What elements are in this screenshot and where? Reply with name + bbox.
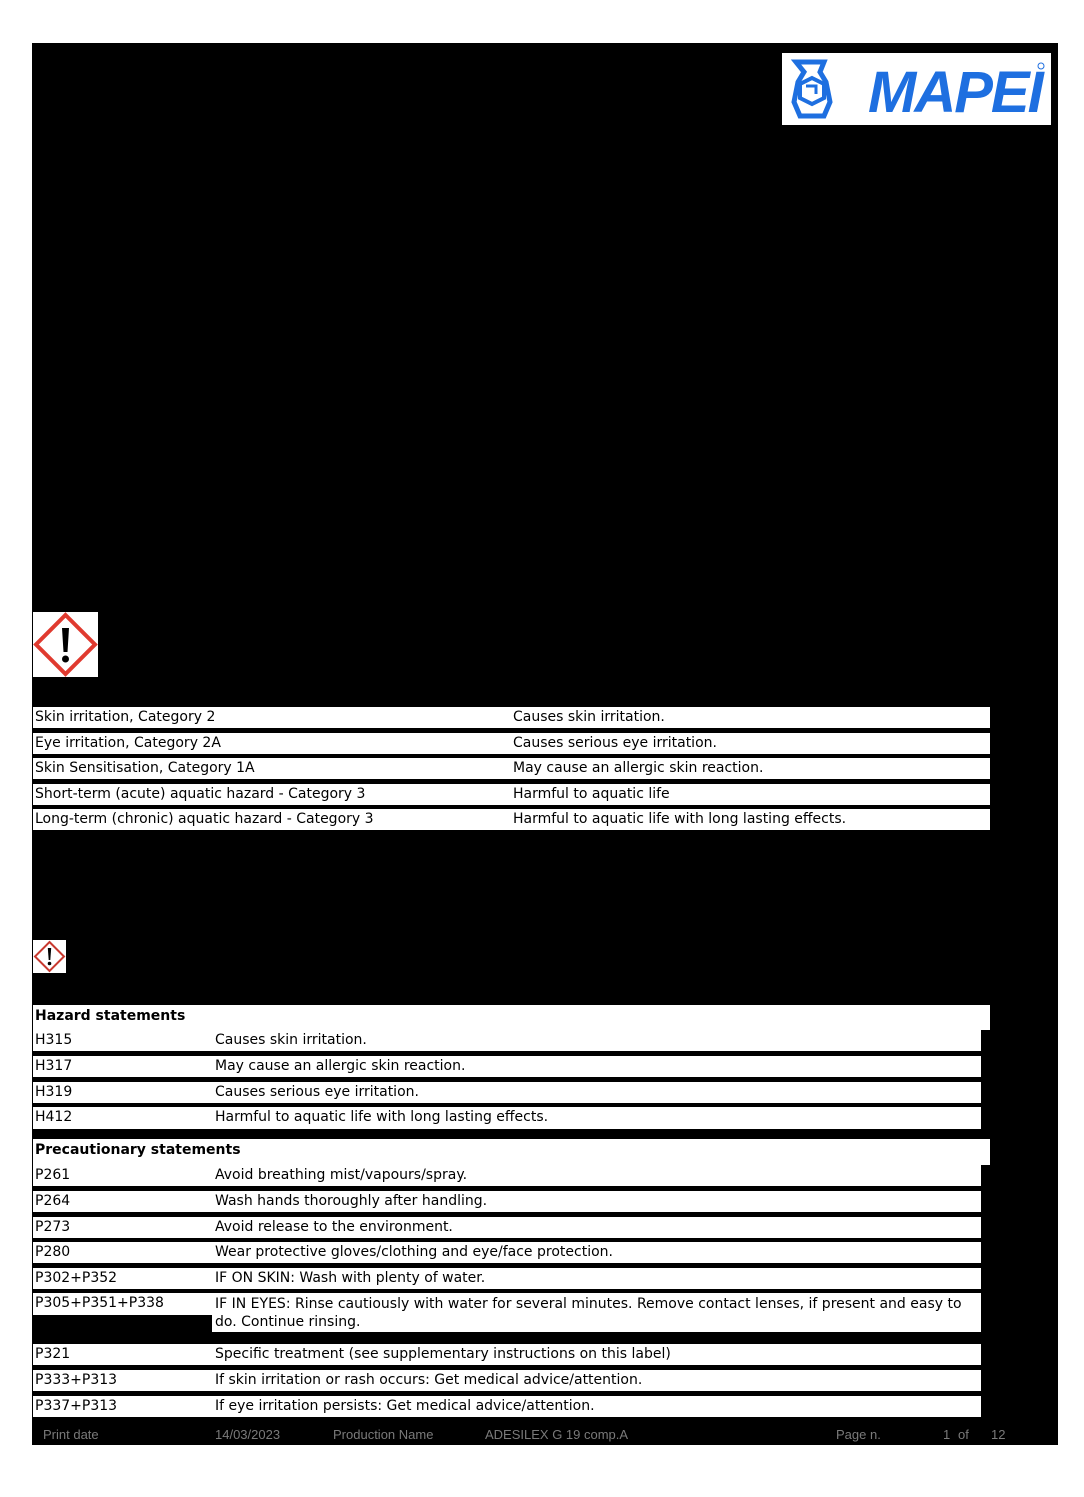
statement-code: P261	[35, 1167, 71, 1183]
statement-text: IF IN EYES: Rinse cautiously with water for several minutes. Remove contact lenses, if present and easy to do. Continue rinsing.	[212, 1293, 981, 1332]
precautionary-statement-row	[33, 1242, 981, 1263]
statement-text: Avoid breathing mist/vapours/spray.	[215, 1167, 468, 1183]
statement-code: H412	[35, 1109, 73, 1125]
precautionary-statement-row	[33, 1396, 981, 1417]
ghs07-pictogram-large	[33, 612, 98, 677]
classification-row	[33, 707, 990, 728]
production-name-label: Production Name	[333, 1427, 434, 1442]
mapei-logo	[782, 53, 1051, 125]
exclamation-hazard-icon	[33, 612, 98, 677]
page-total: 12	[991, 1427, 1006, 1442]
hazard-statements-header	[33, 1005, 990, 1030]
statement-text: Causes serious eye irritation.	[215, 1084, 419, 1100]
statement-text: If skin irritation or rash occurs: Get medical advice/attention.	[215, 1372, 643, 1388]
print-date-value: 14/03/2023	[215, 1427, 281, 1442]
hazard-statement: Harmful to aquatic life	[513, 786, 670, 802]
precautionary-statement-row	[33, 1370, 981, 1391]
statement-text: Harmful to aquatic life with long lasting effects.	[215, 1109, 549, 1125]
statement-code: P264	[35, 1193, 71, 1209]
hazard-statement-row	[33, 1082, 981, 1103]
statement-text: Avoid release to the environment.	[215, 1219, 453, 1235]
statement-code: H319	[35, 1084, 73, 1100]
statement-code: P337+P313	[35, 1398, 118, 1414]
classification-row	[33, 733, 990, 754]
hazard-statement-row	[33, 1107, 981, 1129]
hazard-category: Short-term (acute) aquatic hazard - Category 3	[35, 786, 366, 802]
statement-code: P321	[35, 1346, 71, 1362]
statement-code: P280	[35, 1244, 71, 1260]
svg-text:MAPEI: MAPEI	[867, 60, 1042, 122]
statement-code: P333+P313	[35, 1372, 118, 1388]
print-date-label: Print date	[43, 1427, 99, 1442]
classification-row	[33, 784, 990, 805]
page-of: of	[958, 1427, 969, 1442]
exclamation-hazard-icon	[33, 940, 66, 973]
precautionary-statements-header	[33, 1139, 990, 1165]
hazard-statement: May cause an allergic skin reaction.	[513, 760, 764, 776]
section-title: Precautionary statements	[35, 1142, 241, 1158]
statement-text: May cause an allergic skin reaction.	[215, 1058, 466, 1074]
precautionary-statement-row	[33, 1165, 981, 1186]
hazard-statement: Harmful to aquatic life with long lasting effects.	[513, 811, 847, 827]
hazard-statement-row	[33, 1030, 981, 1051]
hazard-category: Eye irritation, Category 2A	[35, 735, 221, 751]
page-label: Page n.	[836, 1427, 881, 1442]
statement-text: IF ON SKIN: Wash with plenty of water.	[215, 1270, 486, 1286]
statement-text: Specific treatment (see supplementary instructions on this label)	[215, 1346, 671, 1362]
hazard-category: Long-term (chronic) aquatic hazard - Category 3	[35, 811, 374, 827]
precautionary-statement-row	[33, 1191, 981, 1212]
statement-text: Causes skin irritation.	[215, 1032, 367, 1048]
page-current: 1	[943, 1427, 951, 1442]
classification-row	[33, 809, 990, 830]
statement-code: H317	[35, 1058, 73, 1074]
statement-code	[33, 1293, 212, 1315]
production-name-value: ADESILEX G 19 comp.A	[485, 1427, 629, 1442]
hazard-category: Skin Sensitisation, Category 1A	[35, 760, 255, 776]
hazard-statement-row	[33, 1056, 981, 1077]
statement-code: P273	[35, 1219, 71, 1235]
mapei-logo-icon	[786, 56, 1048, 122]
precautionary-statement-row	[33, 1217, 981, 1238]
classification-row	[33, 758, 990, 779]
statement-code: H315	[35, 1032, 73, 1048]
precautionary-statement-row	[33, 1344, 981, 1365]
statement-text: If eye irritation persists: Get medical advice/attention.	[215, 1398, 595, 1414]
precautionary-statement-row	[33, 1268, 981, 1289]
section-title: Hazard statements	[35, 1008, 186, 1024]
statement-code-text: P305+P351+P338	[35, 1295, 164, 1311]
hazard-statement: Causes skin irritation.	[513, 709, 665, 725]
ghs07-pictogram-small	[33, 940, 66, 973]
hazard-statement: Causes serious eye irritation.	[513, 735, 717, 751]
statement-code: P302+P352	[35, 1270, 118, 1286]
statement-text: Wash hands thoroughly after handling.	[215, 1193, 488, 1209]
hazard-category: Skin irritation, Category 2	[35, 709, 216, 725]
statement-text: Wear protective gloves/clothing and eye/face protection.	[215, 1244, 613, 1260]
